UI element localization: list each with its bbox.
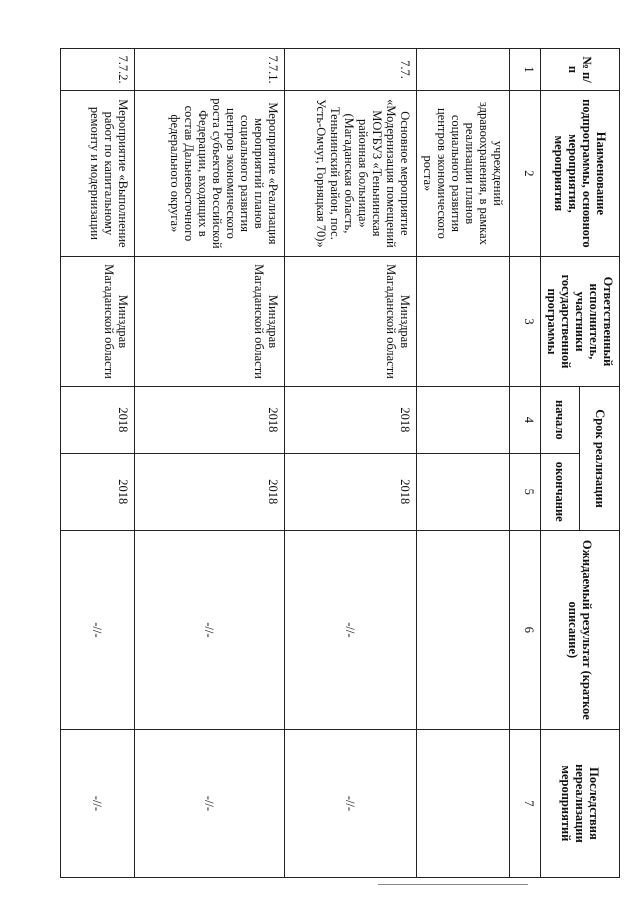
row-executor: Минздрав Магаданской области [135,256,285,386]
row-end: 2018 [61,453,135,530]
row-start: 2018 [285,387,417,453]
row-consequence [417,729,510,877]
header-row-1 [580,49,620,878]
row-end: 2018 [135,453,285,530]
row-name: Мероприятие «Реализация мероприятий планов социального развития центров экономического роста субъектов Российской Федерации, входящих в состав Дальневосточного федерального округа» [135,91,285,257]
row-consequence: -//- [61,729,135,877]
row-start [417,387,510,453]
scan-edge-line [378,884,528,885]
row-id: 7.7.2. [61,49,135,91]
row-result: -//- [61,530,135,729]
table-row [61,49,135,878]
row-name: Основное мероприятие «Модернизация помещений МОГБУЗ «Теньнинская районная больница» (Магаданская область, Теньнинский район, пос. Усть-Омчуг, Горняцкая 70)» [285,91,417,257]
column-numbers-row [510,49,541,878]
table-row [285,49,417,878]
row-result: -//- [285,530,417,729]
row-end: 2018 [285,453,417,530]
row-id: 7.7.1. [135,49,285,91]
row-executor: Минздрав Магаданской области [61,256,135,386]
row-consequence: -//- [285,729,417,877]
header-end: окончание [541,453,581,530]
col-num-6: 6 [510,530,541,729]
col-num-5: 5 [510,453,541,530]
col-num-7: 7 [510,729,541,877]
row-consequence: -//- [135,729,285,877]
program-table [60,48,620,878]
header-number: № п/п [541,49,620,91]
row-result: -//- [135,530,285,729]
row-id [417,49,510,91]
header-result: Ожидаемый результат (краткое описание) [541,530,620,729]
header-period: Срок реализации [580,387,620,531]
header-start: начало [541,387,581,453]
col-num-4: 4 [510,387,541,453]
header-consequence: Последствия нереализации мероприятий [541,729,620,877]
col-num-2: 2 [510,91,541,257]
row-end [417,453,510,530]
row-name: учреждений здравоохранения, в рамках реализации планов социального развития центров экономического роста» [417,91,510,257]
rotated-page [60,48,620,878]
row-name: Мероприятие «Выполнение работ по капитальному ремонту и модернизации [61,91,135,257]
row-result [417,530,510,729]
header-name: Наименование подпрограммы, основного мероприятия, мероприятия [541,91,620,257]
table-row [417,49,510,878]
row-start: 2018 [61,387,135,453]
row-id: 7.7. [285,49,417,91]
row-executor: Минздрав Магаданской области [285,256,417,386]
row-executor [417,256,510,386]
col-num-1: 1 [510,49,541,91]
header-executor: Ответственный исполнитель, участники государственной программы [541,256,620,386]
table-row [135,49,285,878]
row-start: 2018 [135,387,285,453]
col-num-3: 3 [510,256,541,386]
